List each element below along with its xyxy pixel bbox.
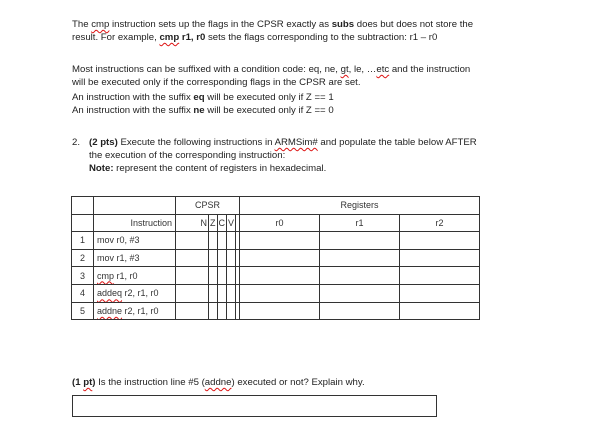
results-table: [71, 196, 480, 320]
r0-cell[interactable]: [240, 284, 320, 302]
r1-cell[interactable]: [320, 232, 400, 250]
cmp-keyword: cmp: [91, 19, 110, 30]
cmp-example-keyword: cmp: [159, 32, 180, 43]
flag-v-header: V: [227, 214, 236, 232]
r2-cell[interactable]: [400, 249, 480, 267]
cond-line-4: An instruction with the suffix ne will be executed only if Z == 0: [72, 105, 334, 116]
r0-cell[interactable]: [240, 232, 320, 250]
flag-c-header: C: [217, 214, 227, 232]
flag-z-header: Z: [209, 214, 218, 232]
table-row: [72, 284, 480, 302]
r2-cell[interactable]: [400, 284, 480, 302]
reg-r1-header: r1: [320, 214, 400, 232]
registers-header: Registers: [240, 197, 480, 215]
r2-cell[interactable]: [400, 302, 480, 320]
r1-cell[interactable]: [320, 284, 400, 302]
cond-line-2: will be executed only if the corresponding flags in the CPSR are set.: [72, 77, 361, 88]
table-row: [72, 232, 480, 250]
instruction-cell: cmp r1, r0: [94, 267, 176, 285]
row-number: 1: [72, 232, 94, 250]
instruction-cell: addne r2, r1, r0: [94, 302, 176, 320]
r0-cell[interactable]: [240, 249, 320, 267]
row-number: 3: [72, 267, 94, 285]
question-3: (1 pt) Is the instruction line #5 (addne) executed or not? Explain why.: [72, 377, 365, 388]
intro-line-1: The cmp instruction sets up the flags in the CPSR exactly as subs does but does not store the: [72, 19, 474, 30]
cond-line-1: Most instructions can be suffixed with a condition code: eq, ne, gt, le, …etc and the instruction: [72, 64, 471, 75]
instruction-header: Instruction: [94, 214, 176, 232]
r1-cell[interactable]: [320, 249, 400, 267]
flag-n-cell[interactable]: [176, 284, 209, 302]
question-2-note: Note: represent the content of registers in hexadecimal.: [89, 163, 327, 174]
row-number: 5: [72, 302, 94, 320]
r2-cell[interactable]: [400, 232, 480, 250]
reg-r2-header: r2: [400, 214, 480, 232]
r0-cell[interactable]: [240, 302, 320, 320]
table-header-row-1: [72, 197, 480, 215]
reg-r0-header: r0: [240, 214, 320, 232]
flag-n-cell[interactable]: [176, 267, 209, 285]
r1-cell[interactable]: [320, 267, 400, 285]
r2-cell[interactable]: [400, 267, 480, 285]
question-2-number: 2.: [72, 137, 81, 148]
row-number: 2: [72, 249, 94, 267]
subs-keyword: subs: [331, 19, 355, 30]
cpsr-header: CPSR: [176, 197, 240, 215]
cond-line-3: An instruction with the suffix eq will be executed only if Z == 1: [72, 92, 334, 103]
r1-cell[interactable]: [320, 302, 400, 320]
question-2-line-2: the execution of the corresponding instruction:: [89, 150, 286, 161]
instruction-cell: addeq r2, r1, r0: [94, 284, 176, 302]
flag-n-cell[interactable]: [176, 249, 209, 267]
flag-n-cell[interactable]: [176, 232, 209, 250]
instruction-cell: mov r1, #3: [94, 249, 176, 267]
row-number: 4: [72, 284, 94, 302]
r0-cell[interactable]: [240, 267, 320, 285]
answer-box[interactable]: [72, 395, 437, 417]
table-row: [72, 267, 480, 285]
instruction-cell: mov r0, #3: [94, 232, 176, 250]
question-2-line-1: (2 pts) Execute the following instructions in ARMSim# and populate the table below AFTER: [89, 137, 477, 148]
flag-n-header: N: [176, 214, 209, 232]
table-row: [72, 249, 480, 267]
intro-line-2: result. For example, cmp r1, r0 sets the flags corresponding to the subtraction: r1 – r0: [72, 32, 438, 43]
table-header-row-2: [72, 214, 480, 232]
flag-n-cell[interactable]: [176, 302, 209, 320]
table-row: [72, 302, 480, 320]
